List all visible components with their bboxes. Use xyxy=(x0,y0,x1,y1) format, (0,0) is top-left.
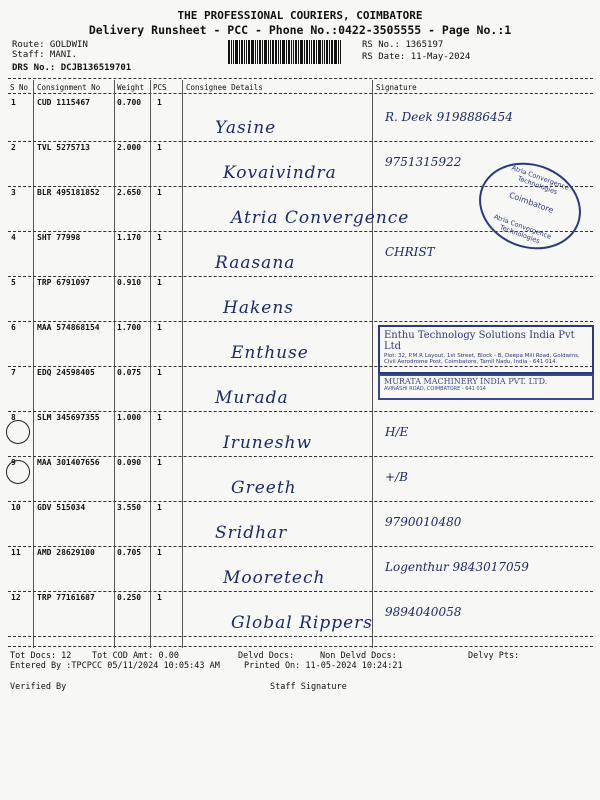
column-divider xyxy=(372,80,373,648)
row-pcs: 1 xyxy=(157,188,162,197)
barcode-bar xyxy=(246,40,247,64)
barcode-bar xyxy=(255,40,256,64)
row-signature-handwritten: 9790010480 xyxy=(385,515,462,529)
row-consignment-no: TRP 77161687 xyxy=(37,593,95,602)
runsheet-title: THE PROFESSIONAL COURIERS, COIMBATORE xyxy=(177,9,423,22)
barcode-bar xyxy=(311,40,312,64)
staff-signature: Staff Signature xyxy=(270,682,347,692)
barcode-bar xyxy=(231,40,232,64)
row-divider xyxy=(8,276,593,277)
row-weight: 0.090 xyxy=(117,458,142,467)
row-weight: 2.000 xyxy=(117,143,142,152)
barcode-bar xyxy=(228,40,230,64)
row-consignment-no: TRP 6791097 xyxy=(37,278,90,287)
barcode-bar xyxy=(288,40,290,64)
row-pcs: 1 xyxy=(157,98,162,107)
barcode-bar xyxy=(306,40,308,64)
barcode-bar xyxy=(324,40,325,64)
barcode-bar xyxy=(272,40,274,64)
barcode-bar xyxy=(275,40,277,64)
barcode-bar xyxy=(331,40,333,64)
table-top-rule xyxy=(8,78,593,79)
row-signature-handwritten: 9894040058 xyxy=(385,605,462,619)
row-weight: 0.700 xyxy=(117,98,142,107)
row-pcs: 1 xyxy=(157,413,162,422)
row-consignment-no: MAA 574868154 xyxy=(37,323,100,332)
barcode-bar xyxy=(329,40,330,64)
row-consignee-handwritten: Kovaivindra xyxy=(223,163,337,183)
row-sno: 2 xyxy=(11,143,16,152)
row-sno: 8 xyxy=(11,413,16,422)
row-sno: 4 xyxy=(11,233,16,242)
barcode-bar xyxy=(257,40,258,64)
printed-on: Printed On: 11-05-2024 10:24:21 xyxy=(244,661,403,671)
barcode-bar xyxy=(304,40,305,64)
barcode-bar xyxy=(264,40,267,64)
barcode-bar xyxy=(268,40,269,64)
column-divider xyxy=(182,80,183,648)
row-sno: 3 xyxy=(11,188,16,197)
barcode-bar xyxy=(326,40,328,64)
barcode-bar xyxy=(318,40,321,64)
barcode-bar xyxy=(298,40,299,64)
barcode-bar xyxy=(259,40,261,64)
drs-number: DRS No.: DCJB136519701 xyxy=(12,63,132,73)
row-weight: 0.910 xyxy=(117,278,142,287)
col-weight: Weight xyxy=(117,83,145,92)
circle-mark xyxy=(6,460,30,484)
rs-date: RS Date: 11-May-2024 xyxy=(362,52,471,62)
row-consignment-no: TVL 5275713 xyxy=(37,143,90,152)
row-consignee-handwritten: Atria Convergence xyxy=(231,208,410,228)
delivery-points: Delvy Pts: xyxy=(468,651,520,661)
barcode-bar xyxy=(282,40,285,64)
row-divider xyxy=(8,501,593,502)
row-weight: 1.170 xyxy=(117,233,142,242)
company-box-stamp xyxy=(378,325,594,374)
row-consignee-handwritten: Global Rippers xyxy=(231,613,374,633)
barcode-bar xyxy=(278,40,279,64)
entered-by: Entered By :TPCPCC 05/11/2024 10:05:43 AM xyxy=(10,661,220,671)
row-consignee-handwritten: Enthuse xyxy=(231,343,309,363)
row-weight: 1.000 xyxy=(117,413,142,422)
row-consignment-no: GDV 515034 xyxy=(37,503,86,512)
column-divider xyxy=(33,80,34,648)
row-consignment-no: MAA 301407656 xyxy=(37,458,100,467)
row-consignee-handwritten: Sridhar xyxy=(215,523,288,543)
staff-label: Staff: MANI. xyxy=(12,50,78,60)
barcode-bar xyxy=(316,40,317,64)
barcode-bar xyxy=(241,40,243,64)
barcode-bar xyxy=(235,40,238,64)
delivered-docs: Delvd Docs: xyxy=(238,651,295,661)
row-sno: 11 xyxy=(11,548,21,557)
row-pcs: 1 xyxy=(157,503,162,512)
row-sno: 7 xyxy=(11,368,16,377)
runsheet-subtitle: Delivery Runsheet - PCC - Phone No.:0422-3505555 - Page No.:1 xyxy=(88,23,512,37)
total-cod-amount: Tot COD Amt: 0.00 xyxy=(92,651,179,661)
row-sno: 12 xyxy=(11,593,21,602)
barcode-bar xyxy=(239,40,240,64)
row-signature-handwritten: +/B xyxy=(385,470,408,484)
row-divider xyxy=(8,321,593,322)
row-sno: 5 xyxy=(11,278,16,287)
row-consignee-handwritten: Raasana xyxy=(215,253,296,273)
col-signature: Signature xyxy=(376,83,417,92)
barcode-bar xyxy=(248,40,250,64)
row-sno: 9 xyxy=(11,458,16,467)
barcode-bar xyxy=(295,40,297,64)
barcode-bar xyxy=(280,40,281,64)
barcode-bar xyxy=(334,40,337,64)
row-consignee-handwritten: Iruneshw xyxy=(223,433,313,453)
row-weight: 0.705 xyxy=(117,548,142,557)
row-weight: 3.550 xyxy=(117,503,142,512)
row-sno: 6 xyxy=(11,323,16,332)
barcode-bar xyxy=(244,40,245,64)
row-pcs: 1 xyxy=(157,278,162,287)
row-weight: 2.650 xyxy=(117,188,142,197)
row-consignee-handwritten: Mooretech xyxy=(223,568,326,588)
barcode-bar xyxy=(251,40,254,64)
stamp-address: Civil Aerodrome Post, Coimbatore, Tamil Nadu, India - 641 014. xyxy=(384,359,558,365)
company-box-stamp-2 xyxy=(378,374,594,400)
stamp-company-name: MURATA MACHINERY INDIA PVT. LTD. xyxy=(384,377,548,386)
row-consignee-handwritten: Yasine xyxy=(215,118,277,138)
row-weight: 0.075 xyxy=(117,368,142,377)
barcode-bar xyxy=(340,40,341,64)
barcode-bar xyxy=(300,40,303,64)
row-divider xyxy=(8,141,593,142)
col-sno: S No xyxy=(10,83,29,92)
company-round-stamp xyxy=(467,149,593,264)
barcode-bar xyxy=(338,40,339,64)
barcode-bar xyxy=(313,40,315,64)
column-divider xyxy=(114,80,115,648)
stamp-text: Atria Convergence Technologies xyxy=(510,163,570,197)
row-pcs: 1 xyxy=(157,143,162,152)
col-consignee: Consignee Details xyxy=(186,83,263,92)
row-pcs: 1 xyxy=(157,323,162,332)
row-divider xyxy=(8,411,593,412)
barcode-bar xyxy=(270,40,271,64)
row-sno: 1 xyxy=(11,98,16,107)
barcode-bar xyxy=(291,40,292,64)
row-consignee-handwritten: Murada xyxy=(215,388,289,408)
col-pcs: PCS xyxy=(153,83,167,92)
column-divider xyxy=(150,80,151,648)
col-consignment: Consignment No xyxy=(37,83,101,92)
row-consignee-handwritten: Hakens xyxy=(223,298,294,318)
row-pcs: 1 xyxy=(157,548,162,557)
row-signature-handwritten: H/E xyxy=(385,425,409,439)
row-divider xyxy=(8,546,593,547)
row-consignment-no: CUD 1115467 xyxy=(37,98,90,107)
header-bottom-rule xyxy=(8,93,593,94)
row-consignment-no: SHT 77998 xyxy=(37,233,81,242)
row-weight: 0.250 xyxy=(117,593,142,602)
row-signature-handwritten: CHRIST xyxy=(385,245,435,259)
stamp-text: Atria Convergence Technologies xyxy=(492,212,553,246)
row-signature-handwritten: Logenthur 9843017059 xyxy=(385,560,529,574)
row-pcs: 1 xyxy=(157,593,162,602)
route-label: Route: GOLDWIN xyxy=(12,40,88,50)
barcode-bar xyxy=(233,40,234,64)
circle-mark xyxy=(6,420,30,444)
row-signature-handwritten: R. Deek 9198886454 xyxy=(385,110,513,124)
barcode-bar xyxy=(293,40,294,64)
barcode-bar xyxy=(322,40,323,64)
row-pcs: 1 xyxy=(157,233,162,242)
row-divider xyxy=(8,456,593,457)
row-consignment-no: AMD 28629100 xyxy=(37,548,95,557)
row-weight: 1.700 xyxy=(117,323,142,332)
row-divider xyxy=(8,591,593,592)
rs-number: RS No.: 1365197 xyxy=(362,40,444,50)
row-pcs: 1 xyxy=(157,368,162,377)
non-delivered-docs: Non Delvd Docs: xyxy=(320,651,397,661)
stamp-company-name: Enthu Technology Solutions India Pvt Ltd xyxy=(384,330,575,352)
stamp-text: Coimbatore xyxy=(507,190,555,215)
row-consignment-no: SLM 345697355 xyxy=(37,413,100,422)
barcode-bar xyxy=(286,40,287,64)
row-pcs: 1 xyxy=(157,458,162,467)
total-docs: Tot Docs: 12 xyxy=(10,651,72,661)
barcode-bar xyxy=(309,40,310,64)
footer-top-rule xyxy=(8,646,593,647)
row-signature-handwritten: 9751315922 xyxy=(385,155,462,169)
row-consignment-no: BLR 495181852 xyxy=(37,188,100,197)
barcode xyxy=(228,40,358,64)
stamp-address: Plot: 32, P.M.R Layout, 1st Street, Block - B, Deepa Mill Road, Goldwins, xyxy=(384,353,580,359)
row-sno: 10 xyxy=(11,503,21,512)
verified-by: Verified By xyxy=(10,682,67,692)
barcode-bar xyxy=(262,40,263,64)
row-divider xyxy=(8,636,593,637)
row-consignment-no: EDQ 24598405 xyxy=(37,368,95,377)
stamp-address: AVINASHI ROAD, COIMBATORE - 641 014 xyxy=(384,386,486,392)
row-consignee-handwritten: Greeth xyxy=(231,478,297,498)
